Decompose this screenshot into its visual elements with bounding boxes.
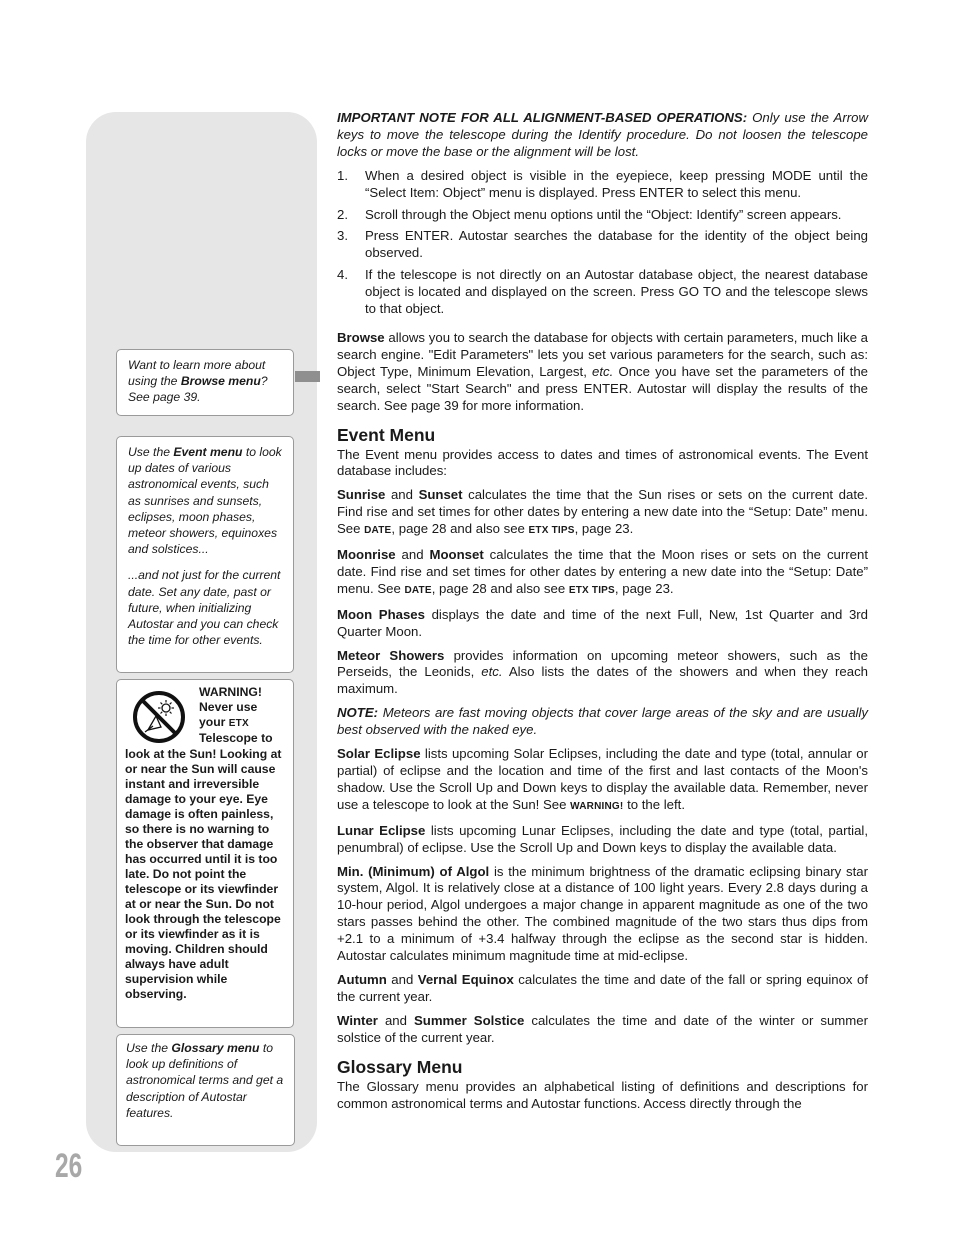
event-tip-text: Use the Event menu to look up dates of various astronomical events, such as sunrises and sunsets, eclipses, moon phases, meteor showers, equinoxes and solstices...: [128, 445, 282, 557]
glossary-paragraph: The Glossary menu provides an alphabetical listing of definitions and descriptions for common astronomical terms and Autostar functions. Access directly through the: [337, 1078, 868, 1111]
glossary-menu-heading: Glossary Menu: [337, 1056, 463, 1077]
browse-paragraph: Browse allows you to search the database for objects with certain parameters, much like a search engine. "Edit Parameters" lets you set various parameters for the search, such as: Object Type, Minimum Elevation, Largest, etc. Once you have set the parameters of the search, select "Start Search" and press ENTER. Autostar will display the results of the search. See page 39 for more information.: [337, 329, 868, 413]
warning-body: look at the Sun! Looking at or near the Sun will cause instant and irreversible damage to your eye. Eye damage is often painless, so there is no warning to the observer that damage has occurred until it is too late. Do not point the telescope or its viewfinder at or near the Sun. Do not look through the telescope or its viewfinder as it is moving. Children should always have adult supervision while observing.: [125, 747, 282, 1001]
event-tip-second: ...and not just for the current date. Set any date, past or future, when initializing Autostar and you can check the time for other events.: [128, 568, 281, 648]
solstice-paragraph: Winter and Summer Solstice calculates the time and date of the winter or summer solstice of the current year.: [337, 1012, 868, 1045]
step-item: 1. When a desired object is visible in the eyepiece, keep pressing MODE until the “Select Item: Object” menu is displayed. Press ENTER to select this menu.: [337, 167, 868, 200]
main-content: [337, 110, 868, 1119]
sidebar-tab-marker: [295, 371, 320, 382]
glossary-tip-text: Use the Glossary menu to look up definitions of astronomical terms and get a description of Autostar features.: [126, 1041, 284, 1120]
important-note: IMPORTANT NOTE FOR ALL ALIGNMENT-BASED OPERATIONS: Only use the Arrow keys to move the telescope during the Identify procedure. Do not loosen the telescope locks or move the base or the alignment will be lost.: [337, 110, 868, 159]
warning-line-1: WARNING!: [199, 685, 262, 699]
identify-steps: [337, 168, 868, 318]
sun-warning-box: [116, 679, 294, 1028]
solar-eclipse-paragraph: Solar Eclipse lists upcoming Solar Eclipses, including the date and type (total, annular or partial) of eclipse and the location and time of the first and last contacts of the Moon's shadow. Use the Scroll Up and Down keys to display the available data. Remember, never use a telescope to look at the Sun! See WARNING! to the left.: [337, 746, 868, 812]
step-item: 4. If the telescope is not directly on an Autostar database object, the nearest database object is located and displayed on the screen. Press GO TO and the telescope slews to that object.: [337, 267, 868, 317]
page-number: 26: [55, 1147, 83, 1185]
event-intro: The Event menu provides access to dates and times of astronomical events. The Event database includes:: [337, 446, 868, 479]
step-item: 2. Scroll through the Object menu options until the “Object: Identify” screen appears.: [337, 206, 842, 222]
event-menu-heading: Event Menu: [337, 424, 436, 445]
meteor-paragraph: Meteor Showers provides information on upcoming meteor showers, such as the Perseids, the Leonids, etc. Also lists the dates of the showers and when they reach maximum.: [337, 647, 868, 697]
moonrise-paragraph: Moonrise and Moonset calculates the time that the Moon rises or sets on the current date. Find rise and set times for other dates by entering a new date into the “Setup: Date” menu. See DATE, page 28 and also see ETX TIPS, page 23.: [337, 547, 868, 596]
event-tip-box: [116, 436, 294, 673]
glossary-tip-box: [116, 1034, 295, 1146]
warning-line-2: Never use: [199, 700, 258, 714]
warning-line-3: your ETX: [199, 715, 249, 729]
moon-phases-paragraph: Moon Phases displays the date and time of the next Full, New, 1st Quarter and 3rd Quarter Moon.: [337, 606, 869, 639]
algol-paragraph: Min. (Minimum) of Algol is the minimum brightness of the dramatic eclipsing binary star system, Algol. It is relatively close at a distance of 100 light years. Every 2.8 days during a 10-hour period, Algol undergoes a major change in apparent magnitude as one of the two stars passes behind the other. The combined magnitude of the two stars thus dips from +2.1 to a minimum of +3.4 halfway through the eclipse as the second star is hidden. Autostar calculates minimum magnitude time at mid-eclipse.: [337, 863, 868, 964]
sunrise-paragraph: Sunrise and Sunset calculates the time that the Sun rises or sets on the current date. Find rise and set times for other dates by entering a new date into the “Setup: Date” menu. See DATE, page 28 and also see ETX TIPS, page 23.: [337, 487, 868, 537]
browse-tip-box: [116, 349, 294, 416]
lunar-eclipse-paragraph: Lunar Eclipse lists upcoming Lunar Eclipses, including the date and type (total, partial, penumbral) of eclipse. Use the Scroll Up and Down keys to display the available data.: [337, 822, 868, 855]
no-sun-warning-icon: [131, 689, 187, 745]
warning-line-4: Telescope to: [199, 731, 273, 745]
step-item: 3. Press ENTER. Autostar searches the database for the identity of the object being observed.: [337, 228, 868, 261]
browse-tip-text: Want to learn more about using the Browse menu? See page 39.: [128, 358, 268, 405]
equinox-paragraph: Autumn and Vernal Equinox calculates the time and date of the fall or spring equinox of the current year.: [337, 971, 868, 1004]
meteor-note: NOTE: Meteors are fast moving objects that cover large areas of the sky and are usually best observed with the naked eye.: [337, 705, 868, 738]
